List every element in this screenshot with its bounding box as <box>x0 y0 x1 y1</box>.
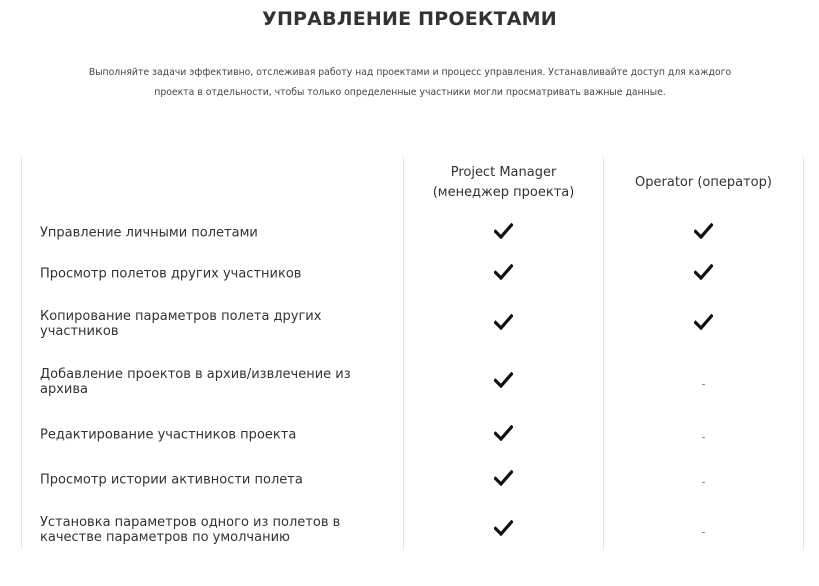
column-header-operator <box>604 157 803 209</box>
pm-permission-cell <box>404 223 603 243</box>
operator-permission-cell <box>604 264 803 284</box>
row-label: Просмотр истории активности полета <box>40 472 303 488</box>
table-row <box>21 356 804 408</box>
check-icon <box>494 314 513 330</box>
pm-permission-cell <box>404 264 603 284</box>
check-icon <box>494 264 513 280</box>
column-header-pm-line1: Project Manager <box>450 165 557 180</box>
row-label: Добавление проектов в архив/извлечение из архива <box>40 367 351 397</box>
table-row <box>21 504 804 556</box>
table-row <box>21 213 804 253</box>
description-line-2: проекта в отдельности, чтобы только определенные участники могли просматривать важные данные. <box>154 87 666 98</box>
pm-permission-cell <box>404 314 603 334</box>
check-icon <box>694 314 713 330</box>
no-access-dash: - <box>701 377 706 391</box>
table-row <box>21 415 804 455</box>
page-description <box>60 63 760 103</box>
no-access-dash: - <box>701 525 706 539</box>
table-row <box>21 460 804 500</box>
pm-permission-cell <box>404 520 603 540</box>
no-access-dash: - <box>701 475 706 489</box>
row-label: Редактирование участников проекта <box>40 427 297 443</box>
permissions-table <box>21 157 804 549</box>
check-icon <box>694 264 713 280</box>
pm-permission-cell <box>404 372 603 392</box>
table-row <box>21 298 804 350</box>
pm-permission-cell <box>404 470 603 490</box>
check-icon <box>494 470 513 486</box>
operator-permission-cell <box>604 521 803 540</box>
check-icon <box>494 372 513 388</box>
row-label: Управление личными полетами <box>40 225 258 241</box>
check-icon <box>694 223 713 239</box>
no-access-dash: - <box>701 430 706 444</box>
row-label: Установка параметров одного из полетов в качестве параметров по умолчанию <box>40 515 341 545</box>
operator-permission-cell <box>604 426 803 445</box>
column-header-op-line1: Operator (оператор) <box>635 175 772 190</box>
table-row <box>21 254 804 294</box>
column-header-pm-line2: (менеджер проекта) <box>432 185 575 200</box>
column-header-project-manager <box>404 157 603 209</box>
operator-permission-cell <box>604 373 803 392</box>
row-label: Копирование параметров полета других участников <box>40 309 322 339</box>
operator-permission-cell <box>604 471 803 490</box>
row-label: Просмотр полетов других участников <box>40 266 302 282</box>
check-icon <box>494 223 513 239</box>
pm-permission-cell <box>404 425 603 445</box>
operator-permission-cell <box>604 223 803 243</box>
page-title: УПРАВЛЕНИЕ ПРОЕКТАМИ <box>262 8 557 30</box>
check-icon <box>494 520 513 536</box>
description-line-1: Выполняйте задачи эффективно, отслеживая работу над проектами и процесс управления. Устанавливайте доступ для каждого <box>88 67 732 78</box>
operator-permission-cell <box>604 314 803 334</box>
check-icon <box>494 425 513 441</box>
